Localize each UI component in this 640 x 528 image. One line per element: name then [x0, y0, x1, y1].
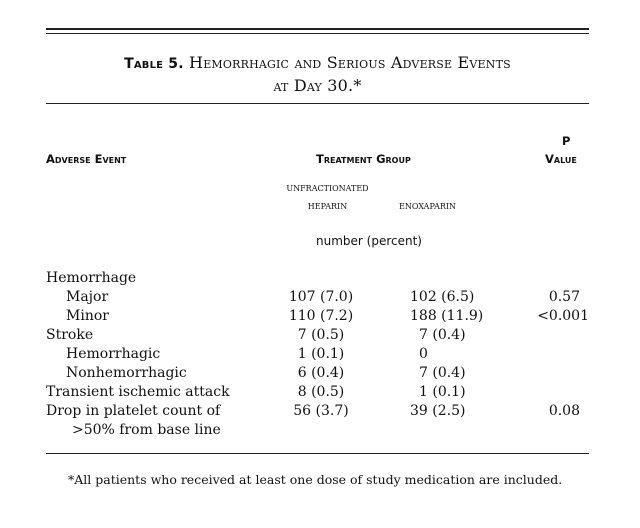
table-row [46, 364, 589, 383]
header-p: P [562, 134, 571, 148]
cell-p-value: 0.08 [548, 403, 580, 419]
cell-p-value: 0.57 [548, 289, 580, 305]
table-row [46, 383, 589, 402]
cell-ufh: 6 (0.4) [297, 365, 345, 381]
cell-ufh: 8 (0.5) [297, 384, 345, 400]
cell-enoxaparin: 1 (0.1) [419, 384, 466, 400]
table-title-text: Hemorrhagic and Serious Adverse Events [189, 53, 511, 72]
table-row [46, 326, 589, 345]
top-rule-thick [46, 28, 589, 30]
table-row [46, 402, 589, 421]
table-row [46, 288, 589, 307]
title-rule [46, 103, 589, 104]
cell-enoxaparin: 7 (0.4) [419, 327, 466, 343]
cell-p-value: <0.001 [537, 308, 589, 324]
table-title-line2: at Day 30.* [273, 76, 362, 95]
row-label: >50% from base line [72, 422, 221, 438]
header-treatment-group: Treatment Group [316, 152, 411, 166]
table-row [46, 269, 589, 288]
header-p-value: Value [545, 152, 577, 166]
subheader-enoxaparin: enoxaparin [399, 199, 457, 212]
subheader-unfractionated-heparin [270, 179, 385, 215]
header-adverse-event: Adverse Event [46, 152, 127, 166]
table-title [46, 52, 589, 97]
row-label: Minor [66, 308, 109, 324]
cell-ufh: 56 (3.7) [293, 403, 349, 419]
cell-ufh: 1 (0.1) [297, 346, 345, 362]
row-label: Major [66, 289, 109, 305]
row-label: Stroke [46, 327, 94, 343]
units-label: number (percent) [316, 234, 422, 248]
footnote: *All patients who received at least one dose of study medication are included. [68, 472, 563, 487]
bottom-rule [46, 453, 589, 454]
cell-enoxaparin: 188 (11.9) [410, 308, 484, 324]
cell-enoxaparin: 39 (2.5) [410, 403, 466, 419]
cell-enoxaparin: 0 [419, 346, 428, 362]
row-label: Nonhemorrhagic [66, 365, 187, 381]
table-row [46, 307, 589, 326]
row-label: Drop in platelet count of [46, 403, 221, 419]
cell-ufh: 107 (7.0) [288, 289, 354, 305]
cell-enoxaparin: 7 (0.4) [419, 365, 466, 381]
top-rule-thin [46, 33, 589, 34]
cell-ufh: 110 (7.2) [288, 308, 354, 324]
table-row [46, 345, 589, 364]
cell-enoxaparin: 102 (6.5) [410, 289, 475, 305]
row-label: Hemorrhagic [66, 346, 161, 362]
table-title-line1 [46, 52, 589, 75]
subheader-ufh-line1: unfractionated [286, 181, 369, 194]
cell-ufh: 7 (0.5) [297, 327, 345, 343]
table-label: Table 5. [124, 56, 184, 72]
row-label: Transient ischemic attack [46, 384, 230, 400]
row-label: Hemorrhage [46, 270, 137, 286]
table-row [46, 421, 589, 440]
subheader-ufh-line2: heparin [307, 199, 348, 212]
